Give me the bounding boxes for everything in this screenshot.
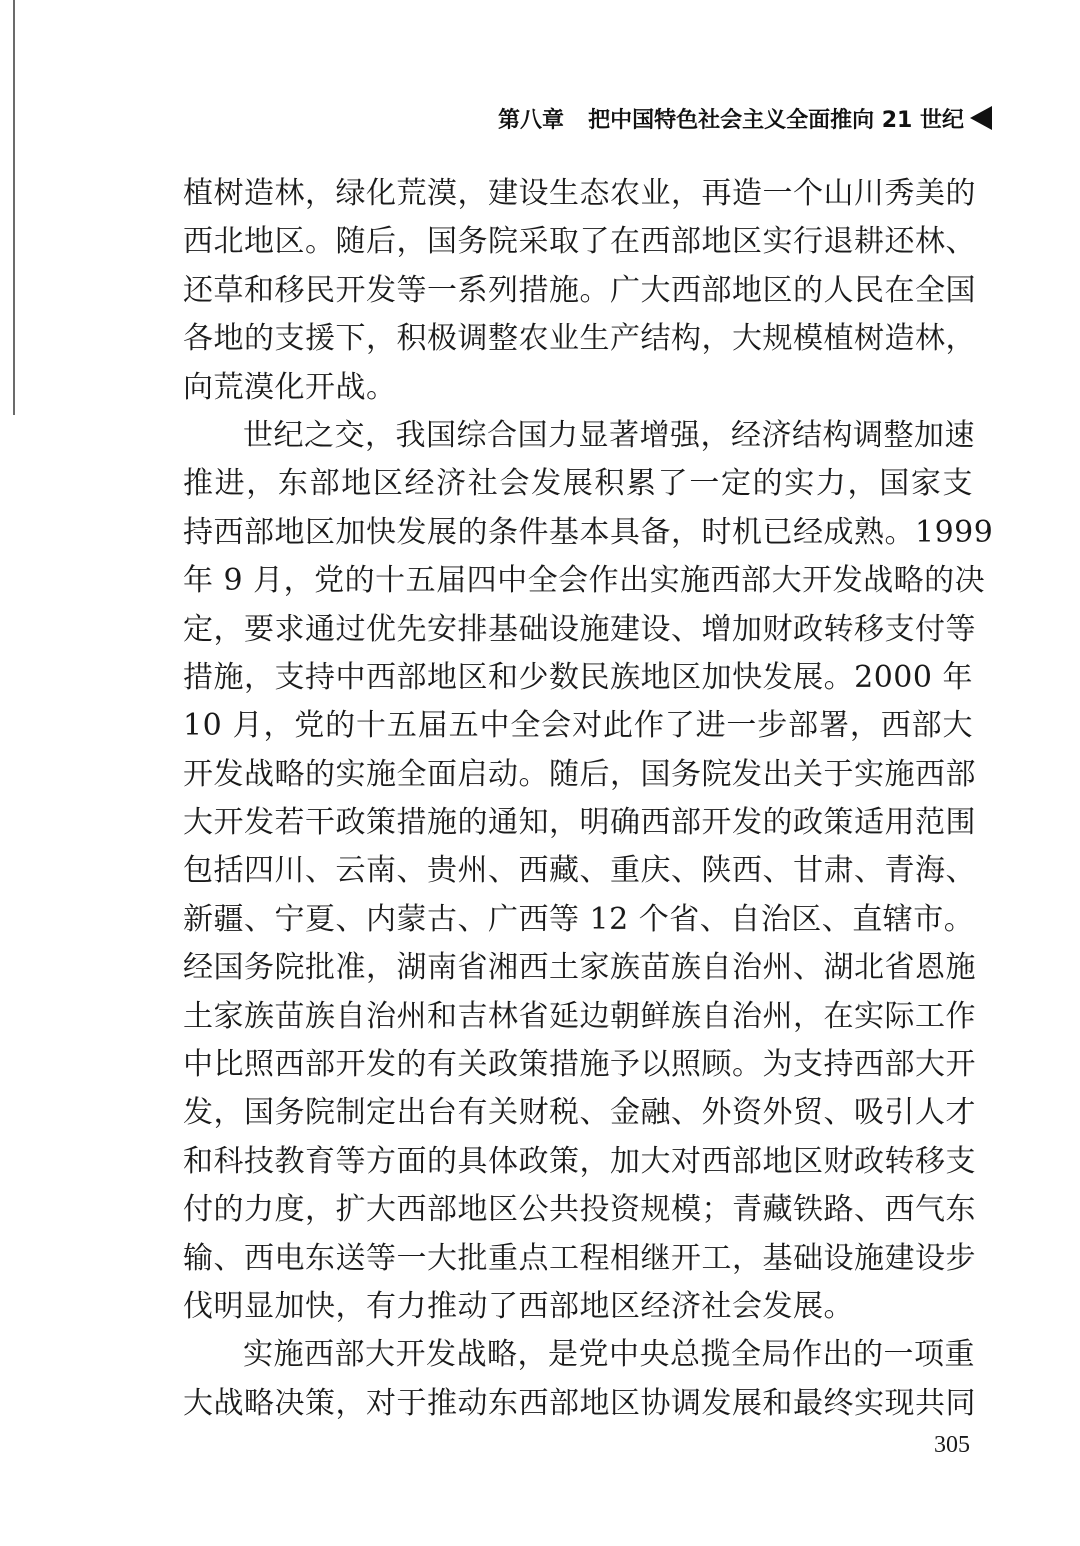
text-line: 新疆、宁夏、内蒙古、广西等 12 个省、自治区、直辖市。 <box>183 901 975 937</box>
text-line: 输、西电东送等一大批重点工程相继开工，基础设施建设步 <box>183 1240 976 1276</box>
text-line: 措施，支持中西部地区和少数民族地区加快发展。2000 年 <box>183 659 973 695</box>
text-line: 开发战略的实施全面启动。随后，国务院发出关于实施西部 <box>183 756 976 792</box>
text-line: 各地的支援下，积极调整农业生产结构，大规模植树造林， <box>183 321 976 357</box>
text-line: 世纪之交，我国综合国力显著增强，经济结构调整加速 <box>243 417 975 453</box>
paragraph <box>183 170 976 412</box>
text-line: 经国务院批准，湖南省湘西土家族苗族自治州、湖北省恩施 <box>183 950 976 986</box>
text-line: 大战略决策，对于推动东西部地区协调发展和最终实现共同 <box>183 1385 976 1421</box>
text-line: 伐明显加快，有力推动了西部地区经济社会发展。 <box>183 1288 854 1324</box>
text-line: 10 月，党的十五届五中全会对此作了进一步部署，西部大 <box>183 708 973 744</box>
text-line: 还草和移民开发等一系列措施。广大西部地区的人民在全国 <box>183 272 976 308</box>
chapter-label: 第八章 <box>498 107 565 133</box>
text-line: 年 9 月，党的十五届四中全会作出实施西部大开发战略的决 <box>183 563 986 599</box>
text-line: 付的力度，扩大西部地区公共投资规模；青藏铁路、西气东 <box>183 1192 976 1228</box>
binding-edge-line <box>13 0 15 415</box>
text-line: 植树造林，绿化荒漠，建设生态农业，再造一个山川秀美的 <box>183 176 976 211</box>
text-line: 西北地区。随后，国务院采取了在西部地区实行退耕还林、 <box>183 224 976 260</box>
text-line: 持西部地区加快发展的条件基本具备，时机已经成熟。1999 <box>183 514 994 550</box>
text-line: 推进，东部地区经济社会发展积累了一定的实力，国家支 <box>183 466 973 502</box>
page-number: 305 <box>934 1432 970 1458</box>
paragraph <box>183 412 994 1331</box>
running-header <box>498 100 992 136</box>
text-line: 定，要求通过优先安排基础设施建设、增加财政转移支付等 <box>183 611 976 647</box>
text-line: 实施西部大开发战略，是党中央总揽全局作出的一项重 <box>243 1337 975 1373</box>
text-line: 和科技教育等方面的具体政策，加大对西部地区财政转移支 <box>183 1143 976 1179</box>
paragraph <box>183 1331 976 1428</box>
text-line: 中比照西部开发的有关政策措施予以照顾。为支持西部大开 <box>183 1047 976 1083</box>
text-line: 向荒漠化开战。 <box>183 369 397 405</box>
chapter-title: 把中国特色社会主义全面推向 21 世纪 <box>588 107 964 133</box>
text-line: 土家族苗族自治州和吉林省延边朝鲜族自治州，在实际工作 <box>183 998 976 1034</box>
text-line: 大开发若干政策措施的通知，明确西部开发的政策适用范围 <box>183 805 976 841</box>
body-text <box>183 170 994 1428</box>
text-line: 发，国务院制定出台有关财税、金融、外资外贸、吸引人才 <box>183 1095 976 1131</box>
text-line: 包括四川、云南、贵州、西藏、重庆、陕西、甘肃、青海、 <box>183 853 976 889</box>
left-pointer-icon <box>970 106 992 130</box>
